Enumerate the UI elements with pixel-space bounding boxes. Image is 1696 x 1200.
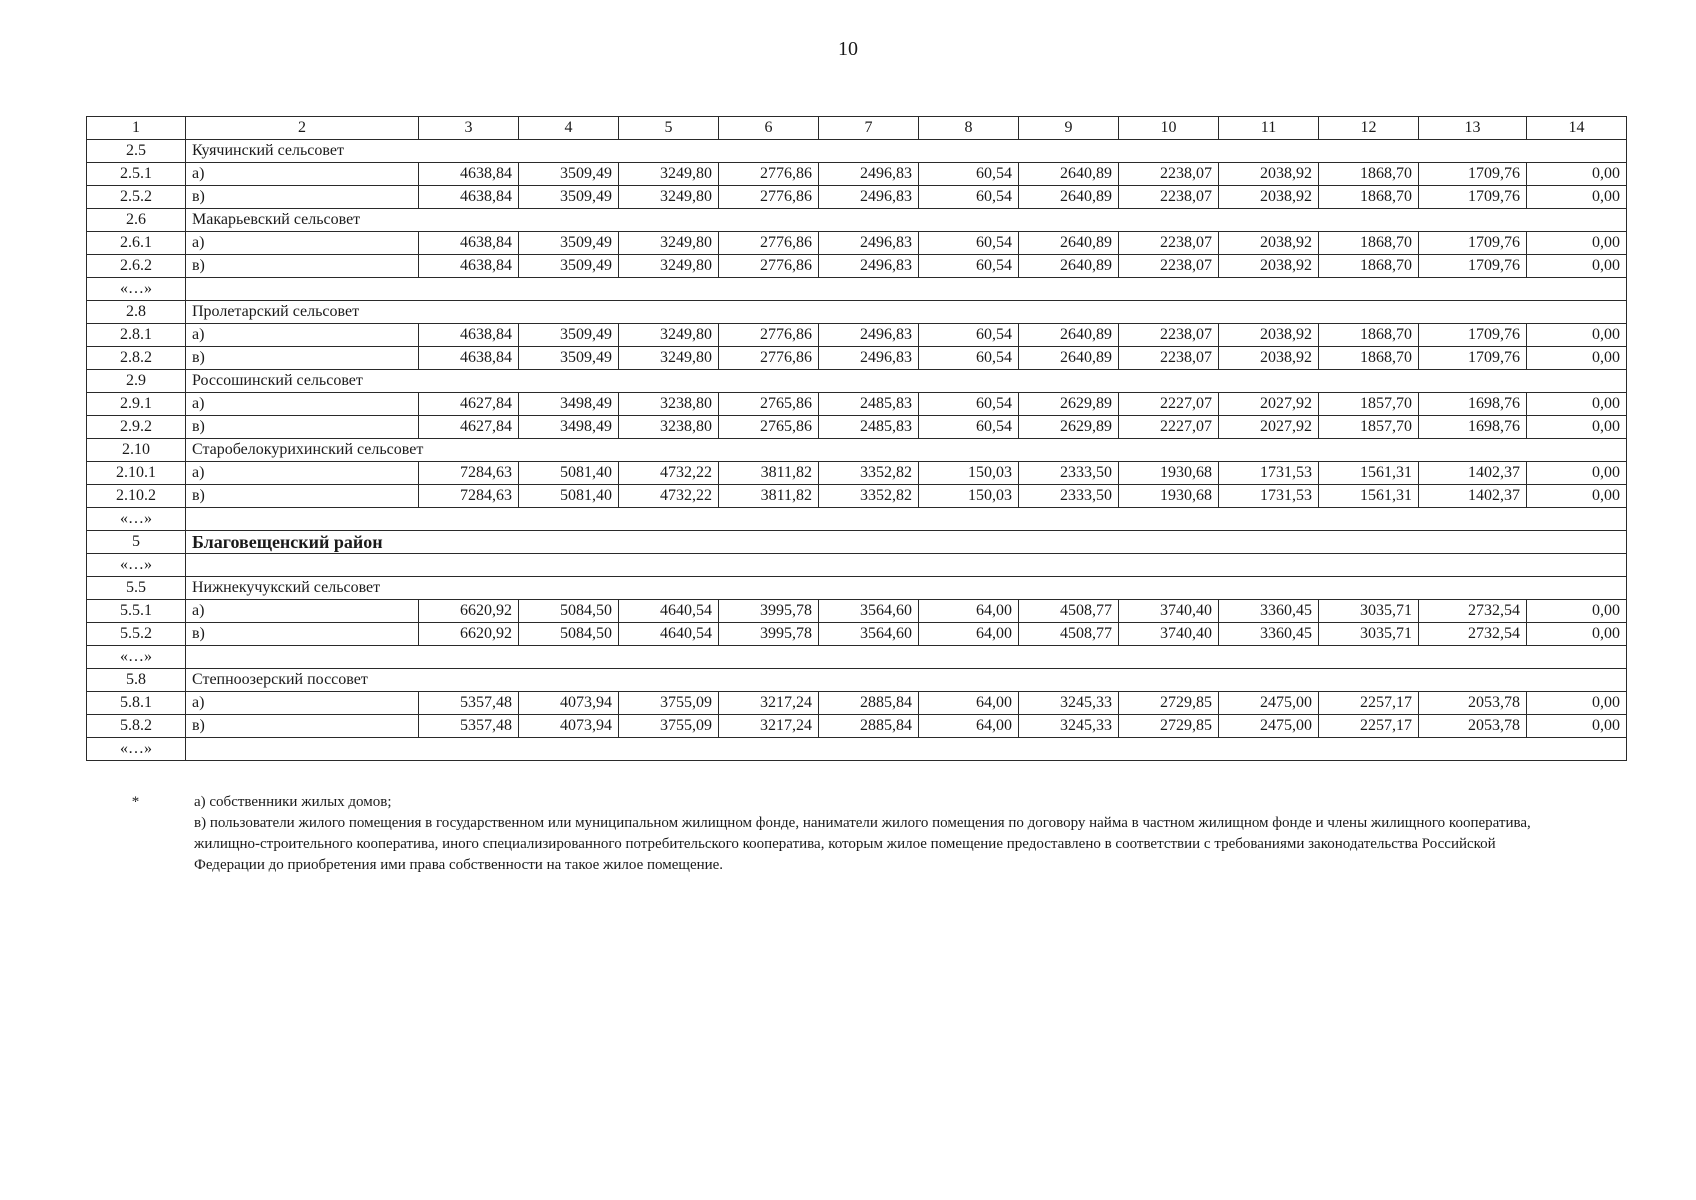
column-number-3: 3 [419,117,519,140]
row-value: 64,00 [919,715,1019,738]
group-row [87,209,1627,232]
row-value: 2732,54 [1419,623,1527,646]
omission-filler [186,738,1627,761]
row-value: 4640,54 [619,623,719,646]
row-value: 2496,83 [819,347,919,370]
row-code: 2.5.1 [87,163,186,186]
group-row [87,439,1627,462]
row-value: 60,54 [919,186,1019,209]
row-value: 1930,68 [1119,462,1219,485]
row-value: 3217,24 [719,692,819,715]
row-value: 3249,80 [619,324,719,347]
row-value: 0,00 [1527,692,1627,715]
row-value: 3509,49 [519,324,619,347]
row-code: 2.6.2 [87,255,186,278]
row-value: 2238,07 [1119,232,1219,255]
table-row [87,715,1627,738]
row-value: 3360,45 [1219,600,1319,623]
row-value: 6620,92 [419,623,519,646]
row-value: 1930,68 [1119,485,1219,508]
row-value: 1731,53 [1219,485,1319,508]
row-category: в) [186,186,419,209]
table-row [87,623,1627,646]
row-value: 3811,82 [719,485,819,508]
row-value: 1709,76 [1419,186,1527,209]
row-value: 2776,86 [719,163,819,186]
row-value: 2038,92 [1219,324,1319,347]
row-value: 3509,49 [519,163,619,186]
row-value: 1709,76 [1419,347,1527,370]
omission-row [87,508,1627,531]
row-value: 1868,70 [1319,232,1419,255]
row-category: а) [186,324,419,347]
row-category: а) [186,462,419,485]
row-code: 2.6.1 [87,232,186,255]
row-value: 2038,92 [1219,163,1319,186]
row-value: 2765,86 [719,393,819,416]
omission-row [87,554,1627,577]
row-value: 1857,70 [1319,416,1419,439]
row-value: 3249,80 [619,163,719,186]
row-value: 1561,31 [1319,485,1419,508]
row-value: 2496,83 [819,324,919,347]
row-code: 5.8.2 [87,715,186,738]
row-value: 3238,80 [619,416,719,439]
row-category: а) [186,232,419,255]
row-value: 2485,83 [819,393,919,416]
table-row [87,163,1627,186]
column-number-6: 6 [719,117,819,140]
row-value: 0,00 [1527,600,1627,623]
group-row [87,577,1627,600]
row-value: 4073,94 [519,715,619,738]
row-value: 5084,50 [519,623,619,646]
row-value: 3740,40 [1119,600,1219,623]
settlement-name: Степноозерский поссовет [186,669,1627,692]
row-code: 2.9 [87,370,186,393]
row-value: 3352,82 [819,485,919,508]
row-value: 0,00 [1527,324,1627,347]
row-value: 5081,40 [519,462,619,485]
row-value: 2333,50 [1019,485,1119,508]
row-value: 3509,49 [519,255,619,278]
omission-mark: «…» [87,554,186,577]
row-value: 5357,48 [419,715,519,738]
row-value: 60,54 [919,324,1019,347]
row-value: 0,00 [1527,163,1627,186]
row-value: 2640,89 [1019,163,1119,186]
row-value: 0,00 [1527,232,1627,255]
row-value: 3238,80 [619,393,719,416]
row-value: 60,54 [919,416,1019,439]
omission-mark: «…» [87,508,186,531]
footnote-b-text: в) пользователи жилого помещения в государственном или муниципальном жилищном фонде, наниматели жилого помещения по договору найма в частном жилищном фонде и члены жилищного кооператива, жилищно-строительного кооператива, иного специализированного потребительского кооператива, которым жилое помещение предоставлено в соответствии с требованиями законодательства Российской Федерации до приобретения ими права собственности на такое жилое помещение. [194,815,1531,873]
row-value: 150,03 [919,485,1019,508]
row-category: в) [186,485,419,508]
row-value: 2629,89 [1019,416,1119,439]
footnotes [86,792,1546,876]
column-number-2: 2 [186,117,419,140]
table-row [87,324,1627,347]
group-row [87,140,1627,163]
row-code: 5.5.2 [87,623,186,646]
omission-mark: «…» [87,646,186,669]
row-value: 2485,83 [819,416,919,439]
row-value: 1731,53 [1219,462,1319,485]
row-value: 0,00 [1527,416,1627,439]
row-value: 64,00 [919,623,1019,646]
row-value: 4638,84 [419,232,519,255]
row-value: 2038,92 [1219,232,1319,255]
row-category: а) [186,163,419,186]
omission-filler [186,554,1627,577]
column-number-7: 7 [819,117,919,140]
row-value: 1868,70 [1319,324,1419,347]
row-value: 2776,86 [719,232,819,255]
omission-mark: «…» [87,738,186,761]
footnote-b [86,813,1546,876]
row-value: 0,00 [1527,393,1627,416]
row-value: 2640,89 [1019,347,1119,370]
row-value: 2776,86 [719,255,819,278]
row-value: 7284,63 [419,485,519,508]
row-code: 2.6 [87,209,186,232]
row-value: 0,00 [1527,623,1627,646]
row-value: 3740,40 [1119,623,1219,646]
row-value: 4638,84 [419,347,519,370]
row-value: 4638,84 [419,186,519,209]
tariff-table [86,116,1627,761]
row-value: 3995,78 [719,600,819,623]
row-value: 1709,76 [1419,232,1527,255]
row-value: 3509,49 [519,186,619,209]
settlement-name: Куячинский сельсовет [186,140,1627,163]
row-value: 150,03 [919,462,1019,485]
row-value: 2732,54 [1419,600,1527,623]
table-row [87,416,1627,439]
row-value: 2027,92 [1219,416,1319,439]
row-value: 2038,92 [1219,255,1319,278]
table-row [87,186,1627,209]
footnote-a-text: а) собственники жилых домов; [194,794,392,810]
column-number-14: 14 [1527,117,1627,140]
row-value: 4627,84 [419,416,519,439]
row-category: а) [186,393,419,416]
row-code: 5.8 [87,669,186,692]
row-value: 1709,76 [1419,163,1527,186]
row-value: 3811,82 [719,462,819,485]
district-row [87,531,1627,554]
column-number-9: 9 [1019,117,1119,140]
row-value: 4638,84 [419,324,519,347]
row-value: 2238,07 [1119,324,1219,347]
row-code: 2.9.2 [87,416,186,439]
row-value: 0,00 [1527,715,1627,738]
row-code: 2.8.2 [87,347,186,370]
row-value: 60,54 [919,393,1019,416]
row-value: 2053,78 [1419,715,1527,738]
row-value: 3564,60 [819,600,919,623]
row-value: 2475,00 [1219,715,1319,738]
row-category: в) [186,715,419,738]
table-row [87,600,1627,623]
row-value: 2053,78 [1419,692,1527,715]
row-code: 2.10.1 [87,462,186,485]
row-value: 3498,49 [519,393,619,416]
row-code: 2.5 [87,140,186,163]
row-value: 3249,80 [619,232,719,255]
row-value: 2885,84 [819,692,919,715]
row-category: в) [186,255,419,278]
row-value: 3249,80 [619,255,719,278]
row-value: 3035,71 [1319,623,1419,646]
row-value: 1698,76 [1419,416,1527,439]
omission-row [87,278,1627,301]
column-number-8: 8 [919,117,1019,140]
row-value: 2776,86 [719,324,819,347]
table-row [87,347,1627,370]
row-value: 0,00 [1527,485,1627,508]
row-value: 5084,50 [519,600,619,623]
row-value: 3995,78 [719,623,819,646]
column-number-1: 1 [87,117,186,140]
footnote-mark: * [131,794,140,810]
row-value: 2227,07 [1119,416,1219,439]
footnote-a [86,792,1546,813]
row-value: 2885,84 [819,715,919,738]
table-row [87,462,1627,485]
row-value: 4508,77 [1019,623,1119,646]
row-value: 64,00 [919,600,1019,623]
row-value: 1868,70 [1319,186,1419,209]
row-value: 1868,70 [1319,163,1419,186]
omission-row [87,738,1627,761]
row-value: 2333,50 [1019,462,1119,485]
row-value: 2496,83 [819,163,919,186]
omission-row [87,646,1627,669]
row-code: 5 [87,531,186,554]
row-code: 2.10.2 [87,485,186,508]
row-value: 64,00 [919,692,1019,715]
column-number-4: 4 [519,117,619,140]
settlement-name: Россошинский сельсовет [186,370,1627,393]
row-value: 4732,22 [619,485,719,508]
row-value: 3755,09 [619,692,719,715]
row-category: в) [186,416,419,439]
row-value: 2729,85 [1119,715,1219,738]
row-category: в) [186,623,419,646]
row-value: 2238,07 [1119,255,1219,278]
row-value: 3352,82 [819,462,919,485]
row-value: 2640,89 [1019,255,1119,278]
row-value: 4732,22 [619,462,719,485]
row-value: 60,54 [919,255,1019,278]
row-value: 3245,33 [1019,692,1119,715]
row-value: 2640,89 [1019,324,1119,347]
omission-filler [186,278,1627,301]
omission-filler [186,646,1627,669]
row-value: 6620,92 [419,600,519,623]
column-number-5: 5 [619,117,719,140]
row-value: 2496,83 [819,255,919,278]
row-value: 3564,60 [819,623,919,646]
row-value: 4073,94 [519,692,619,715]
row-value: 4640,54 [619,600,719,623]
omission-filler [186,508,1627,531]
row-value: 1561,31 [1319,462,1419,485]
row-value: 1857,70 [1319,393,1419,416]
table-row [87,393,1627,416]
row-code: 5.8.1 [87,692,186,715]
district-name: Благовещенский район [186,531,1627,554]
table-body [87,117,1627,761]
row-value: 1868,70 [1319,255,1419,278]
row-value: 2238,07 [1119,163,1219,186]
row-value: 60,54 [919,232,1019,255]
row-code: 2.9.1 [87,393,186,416]
row-value: 2257,17 [1319,692,1419,715]
row-value: 1402,37 [1419,462,1527,485]
row-value: 3249,80 [619,186,719,209]
row-value: 1402,37 [1419,485,1527,508]
row-value: 2765,86 [719,416,819,439]
row-value: 5081,40 [519,485,619,508]
row-value: 3360,45 [1219,623,1319,646]
row-value: 2038,92 [1219,347,1319,370]
row-value: 2038,92 [1219,186,1319,209]
column-number-11: 11 [1219,117,1319,140]
row-value: 1868,70 [1319,347,1419,370]
row-value: 4638,84 [419,255,519,278]
row-value: 3755,09 [619,715,719,738]
row-value: 0,00 [1527,186,1627,209]
row-value: 60,54 [919,347,1019,370]
row-value: 7284,63 [419,462,519,485]
column-number-12: 12 [1319,117,1419,140]
row-value: 3249,80 [619,347,719,370]
row-value: 1709,76 [1419,324,1527,347]
row-code: 5.5 [87,577,186,600]
header-row [87,117,1627,140]
group-row [87,370,1627,393]
row-value: 5357,48 [419,692,519,715]
settlement-name: Нижнекучукский сельсовет [186,577,1627,600]
page-number: 10 [838,38,858,60]
row-value: 2257,17 [1319,715,1419,738]
row-value: 2776,86 [719,186,819,209]
row-value: 3509,49 [519,232,619,255]
row-code: 2.8 [87,301,186,324]
row-category: а) [186,692,419,715]
table-row [87,692,1627,715]
row-value: 4627,84 [419,393,519,416]
row-category: в) [186,347,419,370]
row-value: 2238,07 [1119,347,1219,370]
row-value: 2238,07 [1119,186,1219,209]
row-value: 2776,86 [719,347,819,370]
row-value: 3498,49 [519,416,619,439]
row-code: 5.5.1 [87,600,186,623]
row-value: 0,00 [1527,462,1627,485]
row-value: 2640,89 [1019,186,1119,209]
row-value: 1709,76 [1419,255,1527,278]
group-row [87,669,1627,692]
row-value: 2629,89 [1019,393,1119,416]
table-row [87,255,1627,278]
row-code: 2.5.2 [87,186,186,209]
row-value: 2227,07 [1119,393,1219,416]
row-value: 0,00 [1527,255,1627,278]
row-value: 3509,49 [519,347,619,370]
row-value: 4508,77 [1019,600,1119,623]
row-value: 1698,76 [1419,393,1527,416]
row-value: 2640,89 [1019,232,1119,255]
row-code: 2.8.1 [87,324,186,347]
row-value: 2496,83 [819,186,919,209]
row-value: 2729,85 [1119,692,1219,715]
row-value: 4638,84 [419,163,519,186]
table-row [87,232,1627,255]
row-value: 3217,24 [719,715,819,738]
column-number-13: 13 [1419,117,1527,140]
row-value: 3245,33 [1019,715,1119,738]
row-category: а) [186,600,419,623]
omission-mark: «…» [87,278,186,301]
row-value: 60,54 [919,163,1019,186]
row-value: 2027,92 [1219,393,1319,416]
settlement-name: Старобелокурихинский сельсовет [186,439,1627,462]
table-row [87,485,1627,508]
row-value: 2496,83 [819,232,919,255]
settlement-name: Макарьевский сельсовет [186,209,1627,232]
group-row [87,301,1627,324]
settlement-name: Пролетарский сельсовет [186,301,1627,324]
row-value: 2475,00 [1219,692,1319,715]
row-value: 0,00 [1527,347,1627,370]
row-value: 3035,71 [1319,600,1419,623]
column-number-10: 10 [1119,117,1219,140]
row-code: 2.10 [87,439,186,462]
